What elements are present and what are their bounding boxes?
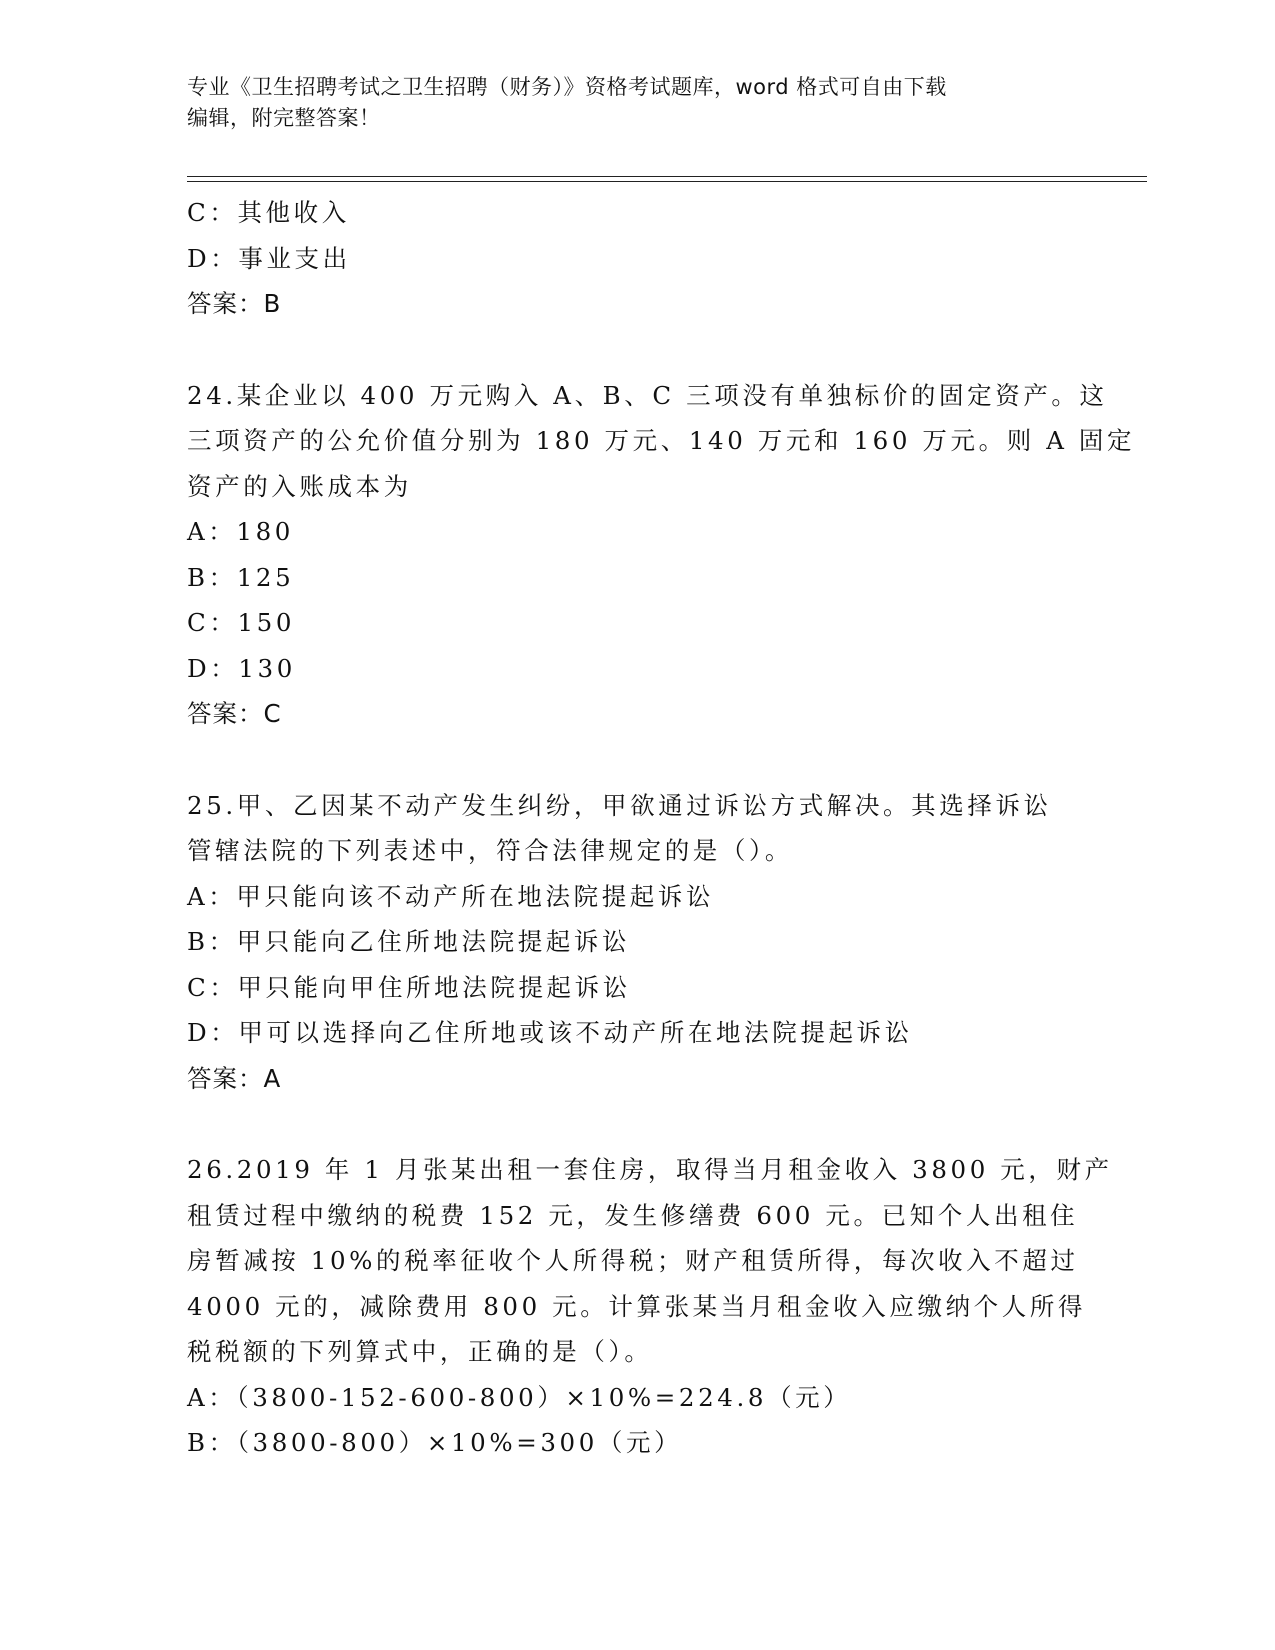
answer-line: 答案：C [187,699,282,728]
option-a: A：（3800-152-600-800）×10%=224.8（元） [187,1382,852,1412]
header-line-2: 编辑，附完整答案！ [187,106,381,130]
option-d: D：事业支出 [187,243,351,273]
question-stem: 26.2019 年 1 月张某出租一套住房，取得当月租金收入 3800 元，财产 [187,1155,1113,1184]
header-line-1: 专业《卫生招聘考试之卫生招聘（财务）》资格考试题库，word 格式可自由下载 [187,75,947,99]
option-c: C：其他收入 [187,198,350,227]
question-23-tail [187,190,1087,327]
question-stem: 管辖法院的下列表述中，符合法律规定的是（）。 [187,836,793,865]
question-stem: 税税额的下列算式中，正确的是（）。 [187,1337,653,1366]
header-divider-bottom [187,181,1147,182]
answer-line: 答案：A [187,1063,282,1093]
spacer [187,1101,1087,1147]
option-b: B：甲只能向乙住所地法院提起诉讼 [187,927,631,956]
question-stem: 房暂减按 10%的税率征收个人所得税；财产租赁所得，每次收入不超过 [187,1246,1079,1275]
header-divider-top [187,176,1147,177]
question-stem: 三项资产的公允价值分别为 180 万元、140 万元和 160 万元。则 A 固定 [187,426,1136,455]
question-25 [187,783,1087,1102]
option-d: D：130 [187,653,296,683]
option-a: A：甲只能向该不动产所在地法院提起诉讼 [187,881,715,911]
option-a: A：180 [187,517,294,546]
question-stem: 25.甲、乙因某不动产发生纠纷，甲欲通过诉讼方式解决。其选择诉讼 [187,790,1052,820]
option-b: B：125 [187,562,295,592]
document-header [187,72,1067,134]
option-d: D：甲可以选择向乙住所地或该不动产所在地法院提起诉讼 [187,1018,913,1047]
spacer [187,737,1087,783]
option-b: B：（3800-800）×10%=300（元） [187,1428,683,1457]
question-stem: 24.某企业以 400 万元购入 A、B、C 三项没有单独标价的固定资产。这 [187,380,1108,410]
option-c: C：150 [187,608,296,637]
spacer [187,327,1087,373]
question-stem: 资产的入账成本为 [187,471,412,501]
question-24 [187,373,1136,737]
question-stem: 4000 元的，减除费用 800 元。计算张某当月租金收入应缴纳个人所得 [187,1291,1087,1321]
answer-line: 答案：B [187,289,282,318]
question-stem: 租赁过程中缴纳的税费 152 元，发生修缮费 600 元。已知个人出租住 [187,1200,1079,1230]
question-26 [187,1147,1113,1466]
option-c: C：甲只能向甲住所地法院提起诉讼 [187,972,631,1002]
document-body [187,190,1136,1466]
